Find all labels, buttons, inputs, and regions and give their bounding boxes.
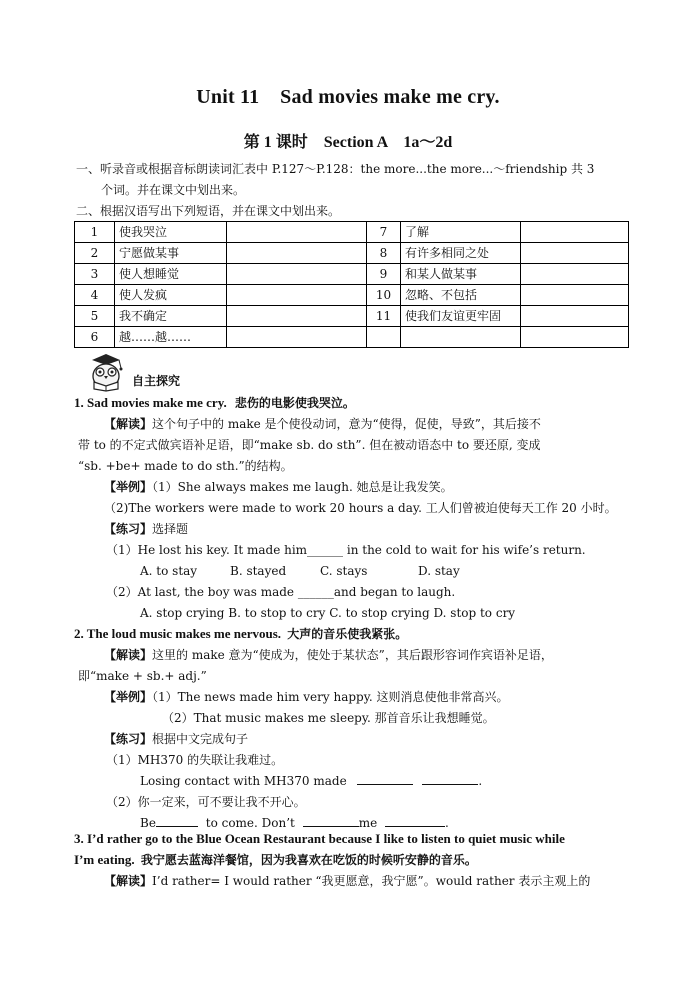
table-row: [75, 222, 629, 243]
practice-line: [104, 520, 188, 538]
row-number: 2: [75, 243, 115, 264]
row-number: 9: [367, 264, 401, 285]
explain-line: “sb. +be+ made to do sth.”的结构。: [78, 459, 293, 473]
phrase-chinese: 使人发疯: [115, 285, 227, 306]
table-row: [75, 285, 629, 306]
sentence-text: Losing contact with MH370 made: [140, 774, 347, 788]
instruction-one: 一、听录音或根据音标朗读词汇表中 P.127～P.128：the more...the more...～friendship 共 3: [76, 162, 595, 176]
answer-cell[interactable]: [227, 222, 367, 243]
heading-english: 1. Sad movies make me cry.: [74, 395, 227, 410]
row-number: 11: [367, 306, 401, 327]
explain-line: 带 to 的不定式做宾语补足语，即“make sb. do sth”. 但在被动语态中 to 要还原, 变成: [78, 438, 541, 452]
fill-sentence: Be to come. Don’t me .: [140, 816, 449, 830]
row-number: 5: [75, 306, 115, 327]
practice-line: [104, 730, 248, 748]
point-3-heading-cont: [74, 851, 477, 869]
row-number: 4: [75, 285, 115, 306]
option[interactable]: C. stays: [320, 564, 368, 578]
row-number: 8: [367, 243, 401, 264]
example-line: [104, 478, 453, 496]
section-header: 自主探究: [132, 374, 181, 388]
row-number: 3: [75, 264, 115, 285]
phrase-chinese: 我不确定: [115, 306, 227, 327]
option[interactable]: A. to stay: [140, 564, 198, 578]
explain-line: 即“make + sb.+ adj.”: [78, 669, 207, 683]
answer-cell[interactable]: [521, 285, 629, 306]
practice-tag: 【练习】: [104, 732, 153, 746]
answer-blank[interactable]: [303, 814, 359, 827]
table-row: [75, 243, 629, 264]
answer-cell[interactable]: [521, 327, 629, 348]
answer-cell[interactable]: [227, 327, 367, 348]
answer-cell[interactable]: [521, 243, 629, 264]
answer-cell[interactable]: [227, 285, 367, 306]
fill-sentence: Losing contact with MH370 made .: [140, 774, 483, 788]
answer-blank[interactable]: [422, 772, 478, 785]
heading-chinese: 大声的音乐使我紧张。: [287, 627, 408, 641]
phrase-chinese: 使我们友谊更牢固: [401, 306, 521, 327]
answer-blank[interactable]: [156, 814, 198, 827]
row-number: 7: [367, 222, 401, 243]
answer-cell[interactable]: [521, 264, 629, 285]
example-line: [104, 688, 509, 706]
sentence-text: Be: [140, 816, 156, 830]
answer-cell[interactable]: [521, 222, 629, 243]
answer-blank[interactable]: [385, 814, 445, 827]
row-number: 10: [367, 285, 401, 306]
explain-text: 这个句子中的 make 是个使役动词，意为“使得，促使，导致”，其后接不: [152, 417, 541, 431]
heading-english: 2. The loud music makes me nervous.: [74, 626, 282, 641]
sentence-text: to come. Don’t: [205, 816, 295, 830]
explain-tag: 【解读】: [104, 874, 153, 888]
example-tag: 【举例】: [104, 480, 153, 494]
answer-cell[interactable]: [227, 306, 367, 327]
phrase-chinese: 忽略、不包括: [401, 285, 521, 306]
explain-tag: 【解读】: [104, 417, 153, 431]
explain-line: [104, 415, 541, 433]
unit-title: Unit 11 Sad movies make me cry.: [196, 86, 500, 108]
row-number: 6: [75, 327, 115, 348]
answer-cell[interactable]: [227, 243, 367, 264]
explain-tag: 【解读】: [104, 648, 153, 662]
sentence-text: me: [358, 816, 378, 830]
practice-title: 根据中文完成句子: [152, 732, 249, 746]
question-text: （1）He lost his key. It made him______ in the cold to wait for his wife’s return.: [106, 543, 586, 557]
phrase-chinese: 使人想睡觉: [115, 264, 227, 285]
instruction-two: 二、根据汉语写出下列短语，并在课文中划出来。: [76, 204, 341, 218]
option[interactable]: D. stay: [418, 564, 460, 578]
owl-reading-icon: [86, 352, 126, 392]
phrase-chinese: 使我哭泣: [115, 222, 227, 243]
answer-blank[interactable]: [357, 772, 413, 785]
example-tag: 【举例】: [104, 690, 153, 704]
question-text: （1）MH370 的失联让我难过。: [106, 753, 284, 767]
phrase-chinese: 宁愿做某事: [115, 243, 227, 264]
question-text: （2）At last, the boy was made ______and began to laugh.: [106, 585, 456, 599]
example-line: （2）That music makes me sleepy. 那首音乐让我想睡觉。: [162, 711, 495, 725]
practice-title: 选择题: [152, 522, 189, 536]
point-2-heading: [74, 625, 407, 643]
lesson-subtitle: 第 1 课时 Section A 1a～2d: [243, 134, 453, 151]
example-line: （2)The workers were made to work 20 hours a day. 工人们曾被迫使每天工作 20 小时。: [104, 501, 617, 515]
phrase-table: [74, 221, 629, 348]
point-3-heading: 3. I’d rather go to the Blue Ocean Restaurant because I like to listen to quiet music while: [74, 831, 565, 846]
heading-english: I’m eating.: [74, 852, 135, 867]
table-row: [75, 327, 629, 348]
row-number: [367, 327, 401, 348]
row-number: 1: [75, 222, 115, 243]
point-1-heading: [74, 394, 355, 412]
explain-text: I’d rather= I would rather “我更愿意，我宁愿”。would rather 表示主观上的: [152, 874, 591, 888]
phrase-chinese: 和某人做某事: [401, 264, 521, 285]
answer-cell[interactable]: [521, 306, 629, 327]
phrase-chinese: [401, 327, 521, 348]
heading-chinese: 我宁愿去蓝海洋餐馆，因为我喜欢在吃饭的时候听安静的音乐。: [140, 853, 477, 867]
practice-tag: 【练习】: [104, 522, 153, 536]
answer-cell[interactable]: [227, 264, 367, 285]
table-row: [75, 264, 629, 285]
phrase-chinese: 有许多相同之处: [401, 243, 521, 264]
example-text: （1）The news made him very happy. 这则消息使他非常高兴。: [152, 690, 509, 704]
question-options[interactable]: A. stop crying B. to stop to cry C. to stop crying D. stop to cry: [140, 606, 516, 620]
explain-line: [104, 872, 590, 890]
option[interactable]: B. stayed: [230, 564, 287, 578]
question-options: [140, 562, 460, 580]
question-text: （2）你一定来，可不要让我不开心。: [106, 795, 306, 809]
phrase-chinese: 越……越……: [115, 327, 227, 348]
table-row: [75, 306, 629, 327]
heading-chinese: 悲伤的电影使我哭泣。: [234, 396, 355, 410]
example-text: （1）She always makes me laugh. 她总是让我发笑。: [152, 480, 453, 494]
phrase-chinese: 了解: [401, 222, 521, 243]
explain-line: [104, 646, 553, 664]
explain-text: 这里的 make 意为“使成为，使处于某状态”，其后跟形容词作宾语补足语，: [152, 648, 553, 662]
instruction-one-cont: 个词。并在课文中划出来。: [101, 183, 246, 197]
